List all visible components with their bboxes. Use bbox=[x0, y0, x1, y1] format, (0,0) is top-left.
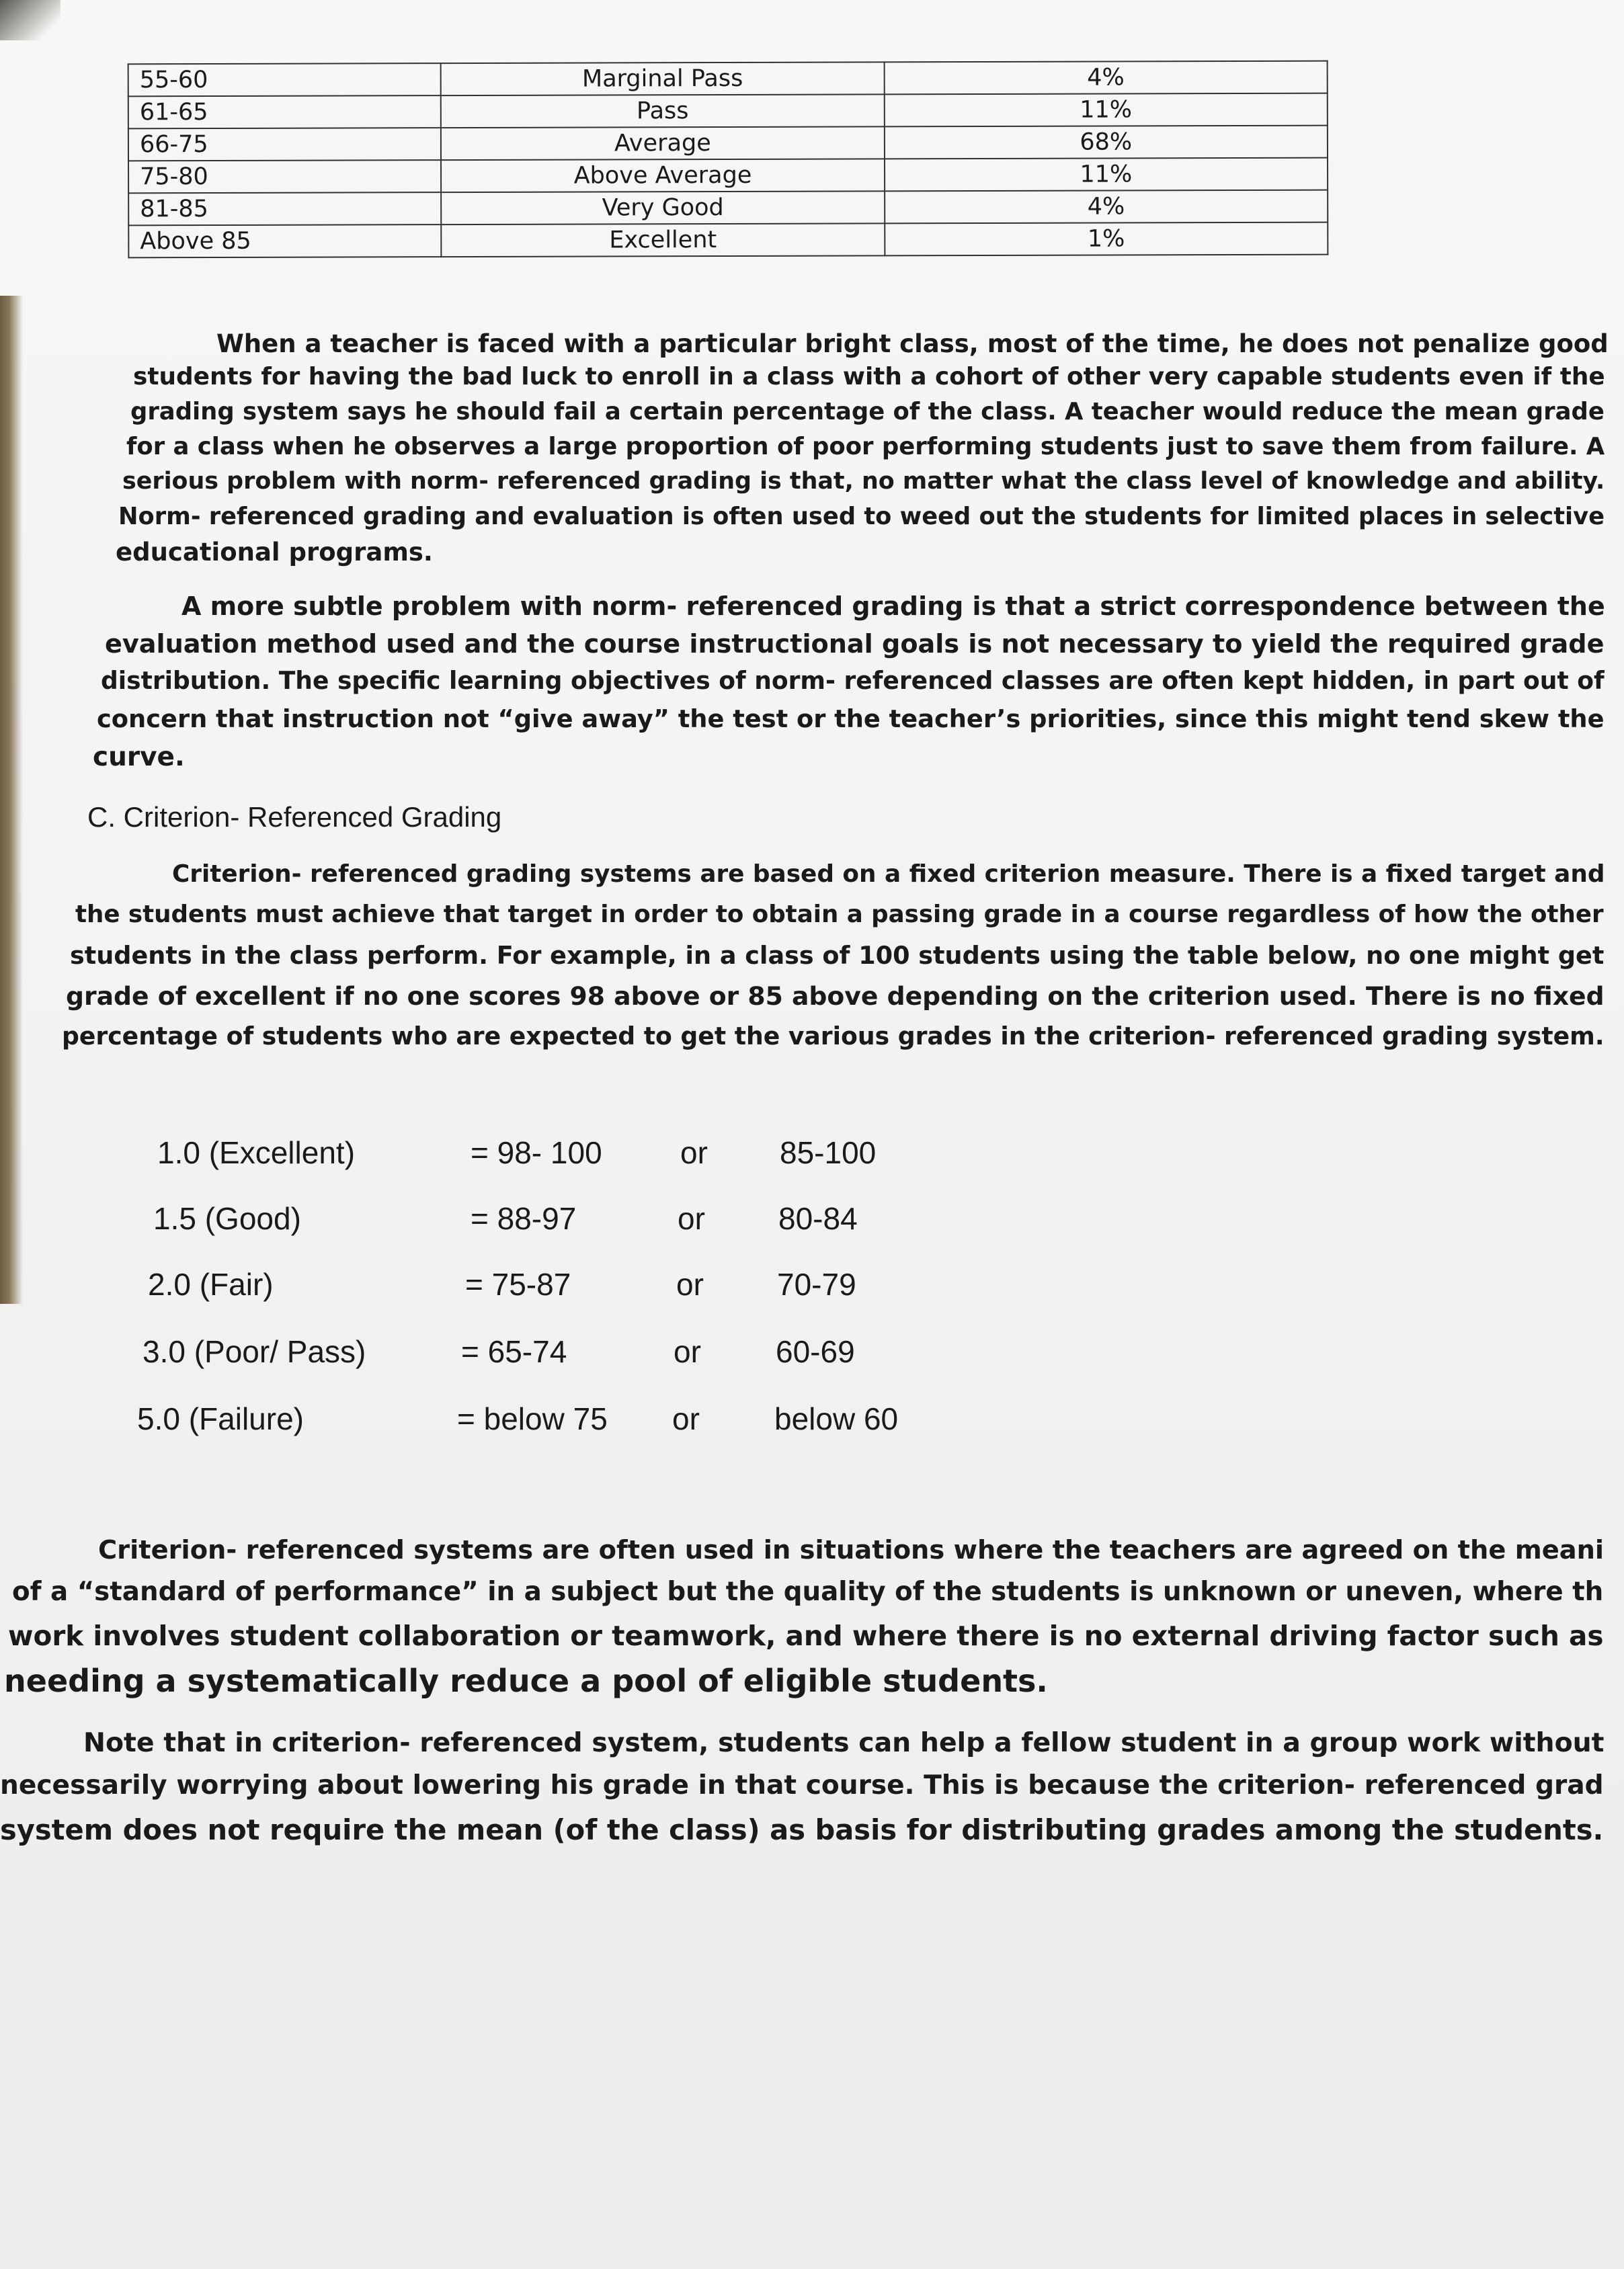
text-line: needing a systematically reduce a pool of eligible students. bbox=[4, 1663, 1048, 1699]
label-cell: Marginal Pass bbox=[441, 62, 884, 95]
label-cell: Above Average bbox=[441, 159, 884, 192]
or-label: or bbox=[674, 1334, 701, 1369]
text-line: Criterion- referenced systems are often used in situations where the teachers are agreed on the meani bbox=[98, 1535, 1605, 1565]
range-alternate: below 60 bbox=[774, 1401, 899, 1436]
page-corner-shadow bbox=[0, 0, 60, 40]
text-line: grading system says he should fail a certain percentage of the class. A teacher would reduce the mean grade bbox=[130, 398, 1605, 425]
text-line: Note that in criterion- referenced system, students can help a fellow student in a group work without bbox=[83, 1727, 1605, 1758]
grade-label: 1.5 (Good) bbox=[153, 1201, 301, 1236]
text-line: educational programs. bbox=[116, 538, 433, 567]
label-cell: Pass bbox=[441, 94, 884, 128]
grade-distribution-table bbox=[128, 60, 1329, 259]
table-row bbox=[128, 190, 1328, 226]
or-label: or bbox=[680, 1135, 708, 1170]
label-cell: Average bbox=[441, 126, 884, 160]
text-line: When a teacher is faced with a particular bright class, most of the time, he does not penalize good bbox=[216, 329, 1609, 358]
table-row bbox=[128, 61, 1328, 97]
or-label: or bbox=[676, 1267, 704, 1302]
grade-label: 3.0 (Poor/ Pass) bbox=[143, 1334, 366, 1369]
range-cell: 61-65 bbox=[128, 95, 441, 128]
percent-cell: 4% bbox=[885, 190, 1328, 224]
range-cell: 55-60 bbox=[128, 63, 441, 96]
text-line: work involves student collaboration or teamwork, and where there is no external driving factor such as bbox=[8, 1620, 1604, 1652]
table-row bbox=[128, 93, 1328, 129]
range-alternate: 70-79 bbox=[777, 1267, 856, 1302]
text-line: students in the class perform. For example, in a class of 100 students using the table below, no one might get bbox=[70, 941, 1605, 970]
table-row bbox=[128, 158, 1328, 194]
text-line: system does not require the mean (of the class) as basis for distributing grades among the students. bbox=[0, 1813, 1604, 1846]
or-label: or bbox=[672, 1401, 700, 1436]
range-primary: = below 75 bbox=[457, 1401, 608, 1436]
grade-label: 2.0 (Fair) bbox=[148, 1267, 274, 1302]
text-line: students for having the bad luck to enroll in a class with a cohort of other very capable students even if the bbox=[133, 363, 1605, 390]
range-primary: = 75-87 bbox=[465, 1267, 571, 1302]
text-line: of a “standard of performance” in a subject but the quality of the students is unknown or uneven, where th bbox=[12, 1577, 1604, 1607]
percent-cell: 68% bbox=[884, 126, 1327, 159]
text-line: concern that instruction not “give away” the test or the teacher’s priorities, since this might tend skew the bbox=[97, 704, 1605, 733]
grade-label: 5.0 (Failure) bbox=[137, 1401, 304, 1436]
or-label: or bbox=[678, 1201, 705, 1236]
range-alternate: 60-69 bbox=[776, 1334, 855, 1369]
range-cell: Above 85 bbox=[128, 224, 441, 257]
grade-label: 1.0 (Excellent) bbox=[157, 1135, 356, 1170]
range-alternate: 80-84 bbox=[778, 1201, 858, 1236]
percent-cell: 11% bbox=[885, 158, 1328, 192]
range-primary: = 98- 100 bbox=[471, 1135, 602, 1170]
table-row bbox=[128, 126, 1328, 161]
text-line: evaluation method used and the course instructional goals is not necessary to yield the required grade bbox=[105, 629, 1605, 659]
range-cell: 66-75 bbox=[128, 128, 441, 161]
percent-cell: 11% bbox=[884, 93, 1327, 127]
percent-cell: 4% bbox=[884, 61, 1327, 95]
page-edge bbox=[0, 296, 23, 1304]
text-line: the students must achieve that target in order to obtain a passing grade in a course regardless of how the other bbox=[75, 901, 1604, 928]
text-line: Norm- referenced grading and evaluation is often used to weed out the students for limited places in selective bbox=[118, 503, 1605, 530]
text-line: for a class when he observes a large proportion of poor performing students just to save them from failure. A bbox=[126, 433, 1605, 460]
section-heading: C. Criterion- Referenced Grading bbox=[87, 801, 502, 833]
text-line: percentage of students who are expected to get the various grades in the criterion- referenced grading system. bbox=[62, 1022, 1605, 1050]
text-line: curve. bbox=[93, 742, 185, 772]
text-line: A more subtle problem with norm- referenced grading is that a strict correspondence between the bbox=[181, 591, 1605, 621]
text-line: serious problem with norm- referenced grading is that, no matter what the class level of knowledge and ability. bbox=[122, 468, 1605, 495]
range-primary: = 65-74 bbox=[461, 1334, 567, 1369]
range-cell: 75-80 bbox=[128, 160, 441, 193]
text-line: grade of excellent if no one scores 98 above or 85 above depending on the criterion used. There is no fixed bbox=[66, 981, 1605, 1011]
label-cell: Excellent bbox=[442, 223, 885, 257]
text-line: necessarily worrying about lowering his grade in that course. This is because the criterion- referenced grad bbox=[0, 1770, 1604, 1801]
range-primary: = 88-97 bbox=[471, 1201, 577, 1236]
range-alternate: 85-100 bbox=[780, 1135, 877, 1170]
table-row bbox=[128, 222, 1328, 258]
percent-cell: 1% bbox=[885, 222, 1328, 256]
text-line: distribution. The specific learning objectives of norm- referenced classes are often kept hidden, in part out of bbox=[101, 667, 1605, 695]
text-line: Criterion- referenced grading systems are based on a fixed criterion measure. There is a fixed target and bbox=[172, 860, 1605, 888]
label-cell: Very Good bbox=[441, 191, 884, 224]
range-cell: 81-85 bbox=[128, 192, 441, 225]
